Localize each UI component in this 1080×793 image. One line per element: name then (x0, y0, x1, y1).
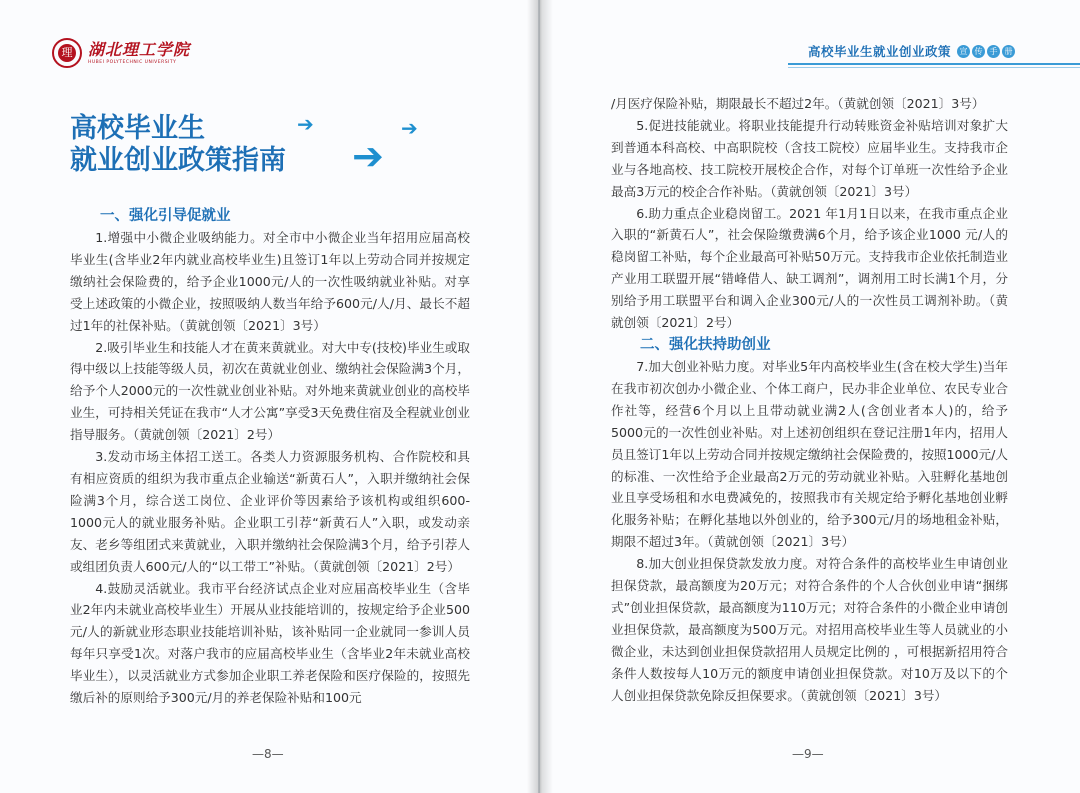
page-title (70, 113, 286, 177)
paragraph: 2.吸引毕业生和技能人才在黄来黄就业。对大中专(技校)毕业生或取得中级以上技能等级人员，初次在黄就业创业、缴纳社会保险满3个月，给予个人2000元的一次性就业创业补贴。对外地来黄就业创业的高校毕业生，可持相关凭证在我市“人才公寓”享受3天免费住宿及全程就业创业指导服务。（黄就创领〔2021〕2号） (70, 339, 470, 443)
right-body-text (611, 93, 1008, 706)
logo-english-name: HUBEI POLYTECHNIC UNIVERSITY (88, 59, 177, 65)
badge-char: 传 (972, 45, 985, 58)
left-body-text (70, 205, 470, 709)
badge-char: 册 (1002, 45, 1015, 58)
logo-chinese-name: 湖北理工学院 (88, 39, 191, 59)
paragraph: 6.助力重点企业稳岗留工。2021 年1月1日以来，在我市重点企业入职的“新黄石人”，社会保险缴费满6个月，给予该企业1000 元/人的稳岗留工补贴，每个企业最高可补贴50万元。支持我市企业依托制造业产业用工联盟开展“错峰借人、缺工调剂”，调剂用工时长满1个月，分别给予用工联盟平台和调入企业300元/人的一次性员工调剂补助。（黄就创领〔2021〕2号） (611, 205, 1008, 331)
page-number: —9— (792, 747, 824, 761)
right-page (540, 0, 1080, 793)
page-number: —8— (252, 747, 284, 761)
paragraph: 8.加大创业担保贷款发放力度。对符合条件的高校毕业生申请创业担保贷款，最高额度为20万元；对符合条件的个人合伙创业申请“捆绑式”创业担保贷款，最高额度为110万元；对符合条件的小微企业申请创业担保贷款，最高额度为500万元。对招用高校毕业生等人员就业的小微企业，未达到创业担保贷款招用人员规定比例的 ，可根据新招用符合条件人数按每人10万元的额度申请创业担保贷款。对10万及以下的个人创业担保贷款免除反担保要求。（黄就创领〔2021〕3号） (611, 556, 1008, 703)
paragraph: 7.加大创业补贴力度。对毕业5年内高校毕业生(含在校大学生)当年在我市初次创办小微企业、个体工商户，民办非企业单位、农民专业合作社等，经营6个月以上且带动就业满2人(含创业者本人)的，给予5000元的一次性创业补贴。对上述初创组织在登记注册1年内，招用人员且签订1年以上劳动合同并按规定缴纳社会保险费的，按照1000元/人的标准、一次性给予企业最高2万元的劳动就业补贴。入驻孵化基地创业且享受场租和水电费减免的，按照我市有关规定给予孵化基地创业孵化服务补贴；在孵化基地以外创业的，给予300元/月的场地租金补贴，期限不超过3年。（黄就创领〔2021〕3号） (611, 358, 1008, 550)
left-page (0, 0, 538, 793)
paragraph: 5.促进技能就业。将职业技能提升行动转账资金补贴培训对象扩大到普通本科高校、中高职院校（含技工院校）应届毕业生。支持我市企业与各地高校、技工院校开展校企合作，对每个订单班一次性给予企业最高3万元的校企合作补贴。（黄就创领〔2021〕3号） (611, 117, 1008, 199)
paragraph: 3.发动市场主体招工送工。各类人力资源服务机构、合作院校和具有相应资质的组织为我市重点企业输送“新黄石人”，入职并缴纳社会保险满3个月，综合送工岗位、企业评价等因素给予该机构或组织600-1000元人的就业服务补贴。企业职工引荐“新黄石人”入职，或发动亲友、老乡等组团式来黄就业，入职并缴纳社会保险满3个月，给予引荐人或组团负责人600元/人的“以工带工”补贴。（黄就创领〔2021〕2号） (70, 449, 470, 574)
badge-char: 宣 (957, 45, 970, 58)
running-header (808, 42, 1015, 60)
header-badge (955, 45, 1015, 58)
title-line-2: 就业创业政策指南 (70, 145, 286, 176)
section-heading-1: 一、强化引导促就业 (100, 208, 231, 224)
title-line-1: 高校毕业生 (70, 113, 205, 144)
seal-char: 理 (58, 44, 76, 62)
section-heading-2: 二、强化扶持助创业 (640, 336, 771, 353)
university-logo (52, 38, 190, 68)
arrow-right-icon: ➔ (401, 116, 418, 140)
book-gutter-shadow (527, 0, 553, 793)
header-title: 高校毕业生就业创业政策 (807, 44, 951, 59)
arrow-right-icon: ➔ (297, 112, 314, 136)
header-rule-thin (788, 67, 1080, 68)
badge-char: 手 (987, 45, 1000, 58)
arrow-right-icon: ➔ (352, 134, 384, 178)
paragraph: 1.增强中小微企业吸纳能力。对全市中小微企业当年招用应届高校毕业生(含毕业2年内就业高校毕业生)且签订1年以上劳动合同并按规定缴纳社会保险费的，给予企业1000元/人的一次性吸纳就业补贴。对享受上述政策的小微企业，按照吸纳人数当年给予600元/人/月、最长不超过1年的社保补贴。（黄就创领〔2021〕3号） (70, 230, 470, 333)
paragraph: 4.鼓励灵活就业。我市平台经济试点企业对应届高校毕业生（含毕业2年内未就业高校毕业生）开展从业技能培训的，按规定给予企业500元/人的新就业形态职业技能培训补贴，该补贴同一企业就同一参训人员每年只享受1次。对落户我市的应届高校毕业生（含毕业2年未就业高校毕业生），以灵活就业方式参加企业职工养老保险和医疗保险的，按照先缴后补的原则给予300元/月的养老保险补贴和100元 (70, 580, 470, 706)
paragraph: /月医疗保险补贴，期限最长不超过2年。（黄就创领〔2021〕3号） (611, 96, 985, 111)
university-seal-icon (52, 38, 82, 68)
header-rule (788, 63, 1080, 65)
